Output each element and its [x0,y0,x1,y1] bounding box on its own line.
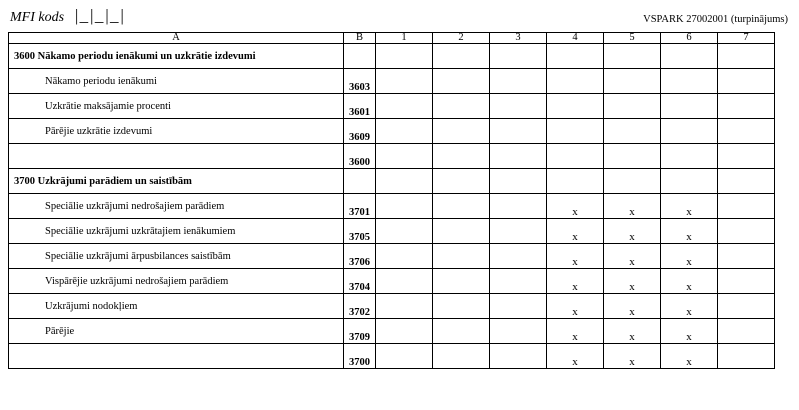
total-label [9,344,344,369]
table-row [9,244,775,269]
row-code: 3704 [344,269,376,294]
value-cell[interactable] [547,169,604,194]
not-applicable-mark: x [547,344,604,369]
table-body [9,44,775,369]
value-cell[interactable] [433,69,490,94]
column-header: 7 [718,33,775,44]
value-cell[interactable] [490,144,547,169]
value-cell[interactable] [490,69,547,94]
row-code: 3601 [344,94,376,119]
value-cell[interactable] [376,169,433,194]
table-row [9,194,775,219]
value-cell[interactable] [604,119,661,144]
not-applicable-mark: x [547,294,604,319]
column-header: 4 [547,33,604,44]
not-applicable-mark: x [547,244,604,269]
value-cell[interactable] [433,44,490,69]
value-cell[interactable] [490,219,547,244]
value-cell[interactable] [433,94,490,119]
column-header: 1 [376,33,433,44]
value-cell[interactable] [433,144,490,169]
value-cell[interactable] [490,344,547,369]
not-applicable-mark: x [604,194,661,219]
value-cell[interactable] [604,144,661,169]
value-cell[interactable] [718,319,775,344]
row-label: Speciālie uzkrājumi uzkrātajiem ienākumiem [9,219,344,244]
value-cell[interactable] [433,219,490,244]
not-applicable-mark: x [661,219,718,244]
value-cell[interactable] [490,319,547,344]
value-cell[interactable] [376,194,433,219]
value-cell[interactable] [718,44,775,69]
table-row [9,319,775,344]
column-header: 5 [604,33,661,44]
value-cell[interactable] [661,169,718,194]
not-applicable-mark: x [547,219,604,244]
value-cell[interactable] [661,144,718,169]
value-cell[interactable] [718,219,775,244]
not-applicable-mark: x [604,294,661,319]
row-code: 3706 [344,244,376,269]
table-row [9,219,775,244]
row-code [344,169,376,194]
value-cell[interactable] [718,294,775,319]
row-code: 3705 [344,219,376,244]
value-cell[interactable] [718,119,775,144]
not-applicable-mark: x [604,219,661,244]
mfi-code-label: MFI kods [10,10,65,25]
not-applicable-mark: x [661,244,718,269]
not-applicable-mark: x [547,269,604,294]
total-label [9,144,344,169]
value-cell[interactable] [376,94,433,119]
not-applicable-mark: x [547,194,604,219]
value-cell[interactable] [718,269,775,294]
value-cell[interactable] [376,244,433,269]
value-cell[interactable] [547,119,604,144]
value-cell[interactable] [661,69,718,94]
value-cell[interactable] [433,294,490,319]
column-header-row [9,33,775,44]
form-header [0,0,799,32]
column-header: A [9,33,344,44]
row-code: 3603 [344,69,376,94]
value-cell[interactable] [661,94,718,119]
value-cell[interactable] [433,244,490,269]
row-code: 3709 [344,319,376,344]
value-cell[interactable] [433,319,490,344]
section-heading: 3700 Uzkrājumi parādiem un saistībām [9,169,344,194]
value-cell[interactable] [433,269,490,294]
row-label: Uzkrātie maksājamie procenti [9,94,344,119]
value-cell[interactable] [490,44,547,69]
value-cell[interactable] [604,94,661,119]
row-label: Speciālie uzkrājumi ārpusbilances saistībām [9,244,344,269]
value-cell[interactable] [376,69,433,94]
value-cell[interactable] [718,169,775,194]
value-cell[interactable] [490,194,547,219]
value-cell[interactable] [433,194,490,219]
value-cell[interactable] [376,294,433,319]
row-code [344,44,376,69]
value-cell[interactable] [433,344,490,369]
row-code: 3609 [344,119,376,144]
value-cell[interactable] [376,319,433,344]
value-cell[interactable] [376,119,433,144]
table-row [9,44,775,69]
value-cell[interactable] [376,144,433,169]
table-row [9,119,775,144]
column-header: 2 [433,33,490,44]
table-row [9,169,775,194]
value-cell[interactable] [718,144,775,169]
row-label: Speciālie uzkrājumi nedrošajiem parādiem [9,194,344,219]
value-cell[interactable] [718,69,775,94]
table-row [9,344,775,369]
value-cell[interactable] [547,94,604,119]
column-header: B [344,33,376,44]
value-cell[interactable] [547,69,604,94]
not-applicable-mark: x [604,319,661,344]
value-cell[interactable] [604,69,661,94]
not-applicable-mark: x [604,244,661,269]
table-row [9,294,775,319]
value-cell[interactable] [490,94,547,119]
value-cell[interactable] [433,119,490,144]
not-applicable-mark: x [661,194,718,219]
row-code: 3702 [344,294,376,319]
value-cell[interactable] [490,294,547,319]
value-cell[interactable] [718,344,775,369]
value-cell[interactable] [490,119,547,144]
not-applicable-mark: x [547,319,604,344]
table-row [9,269,775,294]
column-header: 6 [661,33,718,44]
value-cell[interactable] [604,44,661,69]
row-code: 3700 [344,344,376,369]
value-cell[interactable] [376,269,433,294]
row-code: 3600 [344,144,376,169]
value-cell[interactable] [718,194,775,219]
row-label: Vispārējie uzkrājumi nedrošajiem parādiem [9,269,344,294]
value-cell[interactable] [661,44,718,69]
table-row [9,144,775,169]
row-label: Pārējie uzkrātie izdevumi [9,119,344,144]
value-cell[interactable] [718,244,775,269]
row-label: Pārējie [9,319,344,344]
not-applicable-mark: x [661,294,718,319]
not-applicable-mark: x [661,319,718,344]
not-applicable-mark: x [604,269,661,294]
row-code: 3701 [344,194,376,219]
value-cell[interactable] [376,344,433,369]
report-table [8,32,775,369]
section-heading: 3600 Nākamo periodu ienākumi un uzkrātie izdevumi [9,44,344,69]
value-cell[interactable] [661,119,718,144]
form-code: VSPARK 27002001 (turpinājums) [643,14,788,25]
table-row [9,94,775,119]
not-applicable-mark: x [604,344,661,369]
value-cell[interactable] [547,44,604,69]
value-cell[interactable] [376,44,433,69]
mfi-code-boxes: |_|_|_| [74,6,126,25]
value-cell[interactable] [604,169,661,194]
not-applicable-mark: x [661,269,718,294]
row-label: Uzkrājumi nodokļiem [9,294,344,319]
value-cell[interactable] [547,144,604,169]
value-cell[interactable] [490,269,547,294]
value-cell[interactable] [490,244,547,269]
value-cell[interactable] [433,169,490,194]
not-applicable-mark: x [661,344,718,369]
value-cell[interactable] [376,219,433,244]
value-cell[interactable] [718,94,775,119]
row-label: Nākamo periodu ienākumi [9,69,344,94]
column-header: 3 [490,33,547,44]
value-cell[interactable] [490,169,547,194]
table-row [9,69,775,94]
